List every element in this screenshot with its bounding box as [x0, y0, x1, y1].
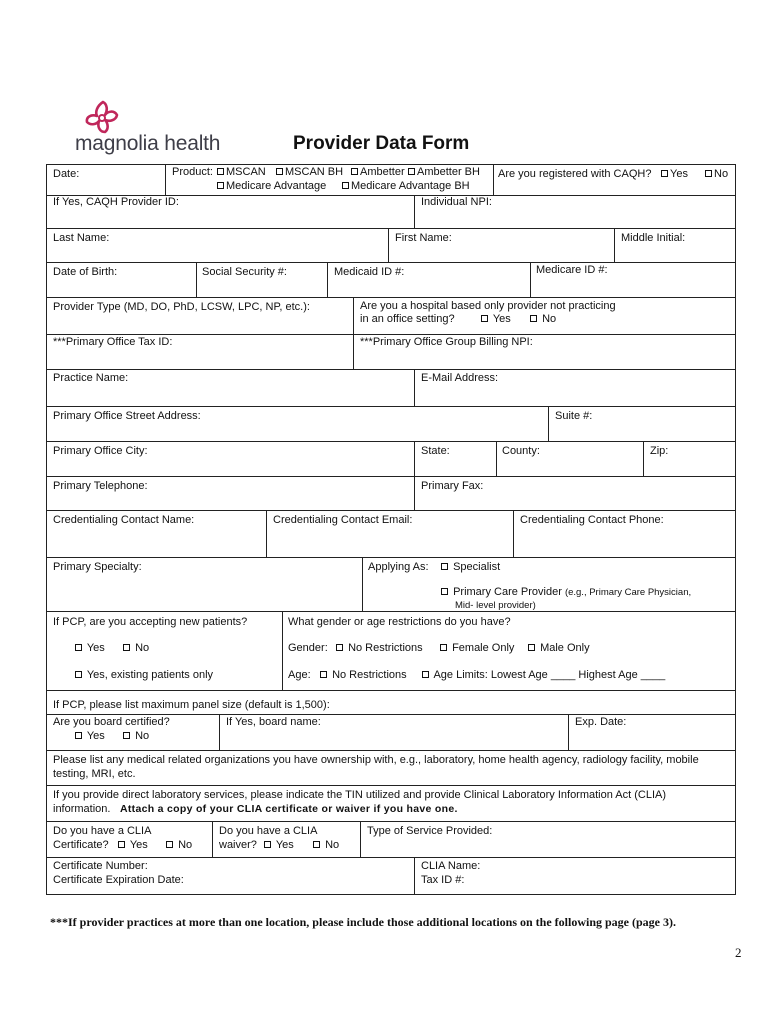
applying-as-label: Applying As: [368, 561, 429, 573]
zip-label: Zip: [650, 445, 669, 457]
checkbox-icon [166, 841, 173, 848]
county-label: County: [502, 445, 540, 457]
exp-date-label: Exp. Date: [575, 716, 627, 728]
checkbox-icon [342, 182, 349, 189]
date-label: Date: [53, 168, 80, 180]
pcp-option[interactable]: Primary Care Provider (e.g., Primary Care Physician, [441, 586, 691, 599]
age-label: Age: [288, 669, 311, 681]
email-label: E-Mail Address: [421, 372, 499, 384]
product-ambetter-option[interactable]: Ambetter [351, 166, 405, 179]
clia-cert-no-option[interactable]: No [166, 839, 192, 852]
checkbox-icon [75, 644, 82, 651]
accepting-existing-option[interactable]: Yes, existing patients only [75, 669, 213, 682]
age-limits-option[interactable]: Age Limits: Lowest Age ____ Highest Age ____ [422, 669, 665, 682]
checkbox-icon [528, 644, 535, 651]
checkbox-icon [530, 315, 537, 322]
cred-email-label: Credentialing Contact Email: [273, 514, 413, 526]
caqh-no-option[interactable]: No [705, 168, 728, 181]
clia-name-label: CLIA Name: [421, 860, 481, 872]
hospital-no-option[interactable]: No [530, 313, 556, 326]
clia-cert-yes-option[interactable]: Yes [118, 839, 148, 852]
caqh-question: Are you registered with CAQH? [498, 168, 652, 180]
age-no-restrictions-option[interactable]: No Restrictions [320, 669, 407, 682]
caqh-id-label: If Yes, CAQH Provider ID: [53, 196, 179, 208]
checkbox-icon [118, 841, 125, 848]
logo-wordmark: magnolia health [75, 132, 221, 155]
checkbox-icon [264, 841, 271, 848]
ownership-text: Please list any medical related organizations you have ownership with, e.g., laboratory, home health agency, radiology facility, mobile [53, 754, 699, 766]
board-yes-option[interactable]: Yes [75, 730, 105, 743]
service-type-label: Type of Service Provided: [367, 825, 493, 837]
product-label: Product: [172, 166, 213, 178]
caqh-yes-option[interactable]: Yes [661, 168, 688, 181]
dob-label: Date of Birth: [53, 266, 118, 278]
checkbox-icon [336, 644, 343, 651]
checkbox-icon [217, 168, 224, 175]
page-title: Provider Data Form [293, 133, 470, 154]
clia-cert-question-cont: Certificate? [53, 839, 109, 851]
checkbox-icon [661, 170, 668, 177]
hospital-question-cont: in an office setting? [360, 313, 455, 325]
checkbox-icon [441, 588, 448, 595]
row-practice [46, 369, 736, 407]
telephone-label: Primary Telephone: [53, 480, 148, 492]
accepting-no-option[interactable]: No [123, 642, 149, 655]
fax-label: Primary Fax: [421, 480, 484, 492]
product-medicare-advantage-bh-option[interactable]: Medicare Advantage BH [342, 180, 470, 193]
clia-cert-question: Do you have a CLIA [53, 825, 152, 837]
specialty-label: Primary Specialty: [53, 561, 142, 573]
gender-label: Gender: [288, 642, 328, 654]
male-only-option[interactable]: Male Only [528, 642, 590, 655]
checkbox-icon [123, 644, 130, 651]
checkbox-icon [276, 168, 283, 175]
practice-name-label: Practice Name: [53, 372, 129, 384]
billing-npi-label: ***Primary Office Group Billing NPI: [360, 336, 533, 348]
city-label: Primary Office City: [53, 445, 148, 457]
board-no-option[interactable]: No [123, 730, 149, 743]
board-name-label: If Yes, board name: [226, 716, 321, 728]
magnolia-flower-icon [83, 100, 123, 136]
row-phone [46, 476, 736, 511]
product-mscan-bh-option[interactable]: MSCAN BH [276, 166, 343, 179]
clia-waiver-question: Do you have a CLIA [219, 825, 318, 837]
checkbox-icon [217, 182, 224, 189]
checkbox-icon [75, 732, 82, 739]
checkbox-icon [440, 644, 447, 651]
page-number: 2 [735, 945, 742, 960]
panel-size-label: If PCP, please list maximum panel size (default is 1,500): [53, 699, 330, 711]
clia-attach-note: Attach a copy of your CLIA certificate or waiver if you have one. [120, 803, 458, 815]
checkbox-icon [351, 168, 358, 175]
provider-type-label: Provider Type (MD, DO, PhD, LCSW, LPC, NP, etc.): [53, 301, 310, 313]
accepting-question: If PCP, are you accepting new patients? [53, 616, 248, 628]
ownership-text-cont: testing, MRI, etc. [53, 768, 136, 780]
ssn-label: Social Security #: [202, 266, 287, 278]
hospital-question: Are you a hospital based only provider not practicing [360, 300, 616, 312]
checkbox-icon [441, 563, 448, 570]
clia-text-cont: information. [53, 803, 111, 815]
footnote: ***If provider practices at more than one location, please include those additional locations on the following page (page 3). [50, 915, 676, 929]
tax-id-number-label: Tax ID #: [421, 874, 465, 886]
suite-label: Suite #: [555, 410, 593, 422]
cert-number-label: Certificate Number: [53, 860, 148, 872]
accepting-yes-option[interactable]: Yes [75, 642, 105, 655]
specialist-option[interactable]: Specialist [441, 561, 500, 574]
checkbox-icon [123, 732, 130, 739]
female-only-option[interactable]: Female Only [440, 642, 514, 655]
cred-phone-label: Credentialing Contact Phone: [520, 514, 664, 526]
middle-initial-label: Middle Initial: [621, 232, 686, 244]
medicare-label: Medicare ID #: [536, 264, 608, 276]
checkbox-icon [408, 168, 415, 175]
npi-label: Individual NPI: [421, 196, 492, 208]
clia-text: If you provide direct laboratory services, please indicate the TIN utilized and provide Clinical Laboratory Information Act (CLIA) [53, 789, 667, 801]
clia-waiver-yes-option[interactable]: Yes [264, 839, 294, 852]
checkbox-icon [705, 170, 712, 177]
cert-exp-label: Certificate Expiration Date: [53, 874, 184, 886]
checkbox-icon [422, 671, 429, 678]
product-ambetter-bh-option[interactable]: Ambetter BH [408, 166, 480, 179]
checkbox-icon [320, 671, 327, 678]
board-question: Are you board certified? [53, 716, 170, 728]
checkbox-icon [481, 315, 488, 322]
gender-no-restrictions-option[interactable]: No Restrictions [336, 642, 423, 655]
product-mscan-option[interactable]: MSCAN [217, 166, 266, 179]
clia-waiver-question-cont: waiver? [219, 839, 257, 851]
restrictions-question: What gender or age restrictions do you have? [288, 616, 511, 628]
cred-name-label: Credentialing Contact Name: [53, 514, 195, 526]
clia-waiver-no-option[interactable]: No [313, 839, 339, 852]
street-label: Primary Office Street Address: [53, 410, 201, 422]
pcp-note: Mid- level provider) [455, 600, 536, 611]
hospital-yes-option[interactable]: Yes [481, 313, 511, 326]
product-medicare-advantage-option[interactable]: Medicare Advantage [217, 180, 326, 193]
tax-id-label: ***Primary Office Tax ID: [53, 336, 173, 348]
state-label: State: [421, 445, 450, 457]
last-name-label: Last Name: [53, 232, 110, 244]
checkbox-icon [75, 671, 82, 678]
medicaid-label: Medicaid ID #: [334, 266, 405, 278]
row-city [46, 441, 736, 477]
first-name-label: First Name: [395, 232, 452, 244]
checkbox-icon [313, 841, 320, 848]
